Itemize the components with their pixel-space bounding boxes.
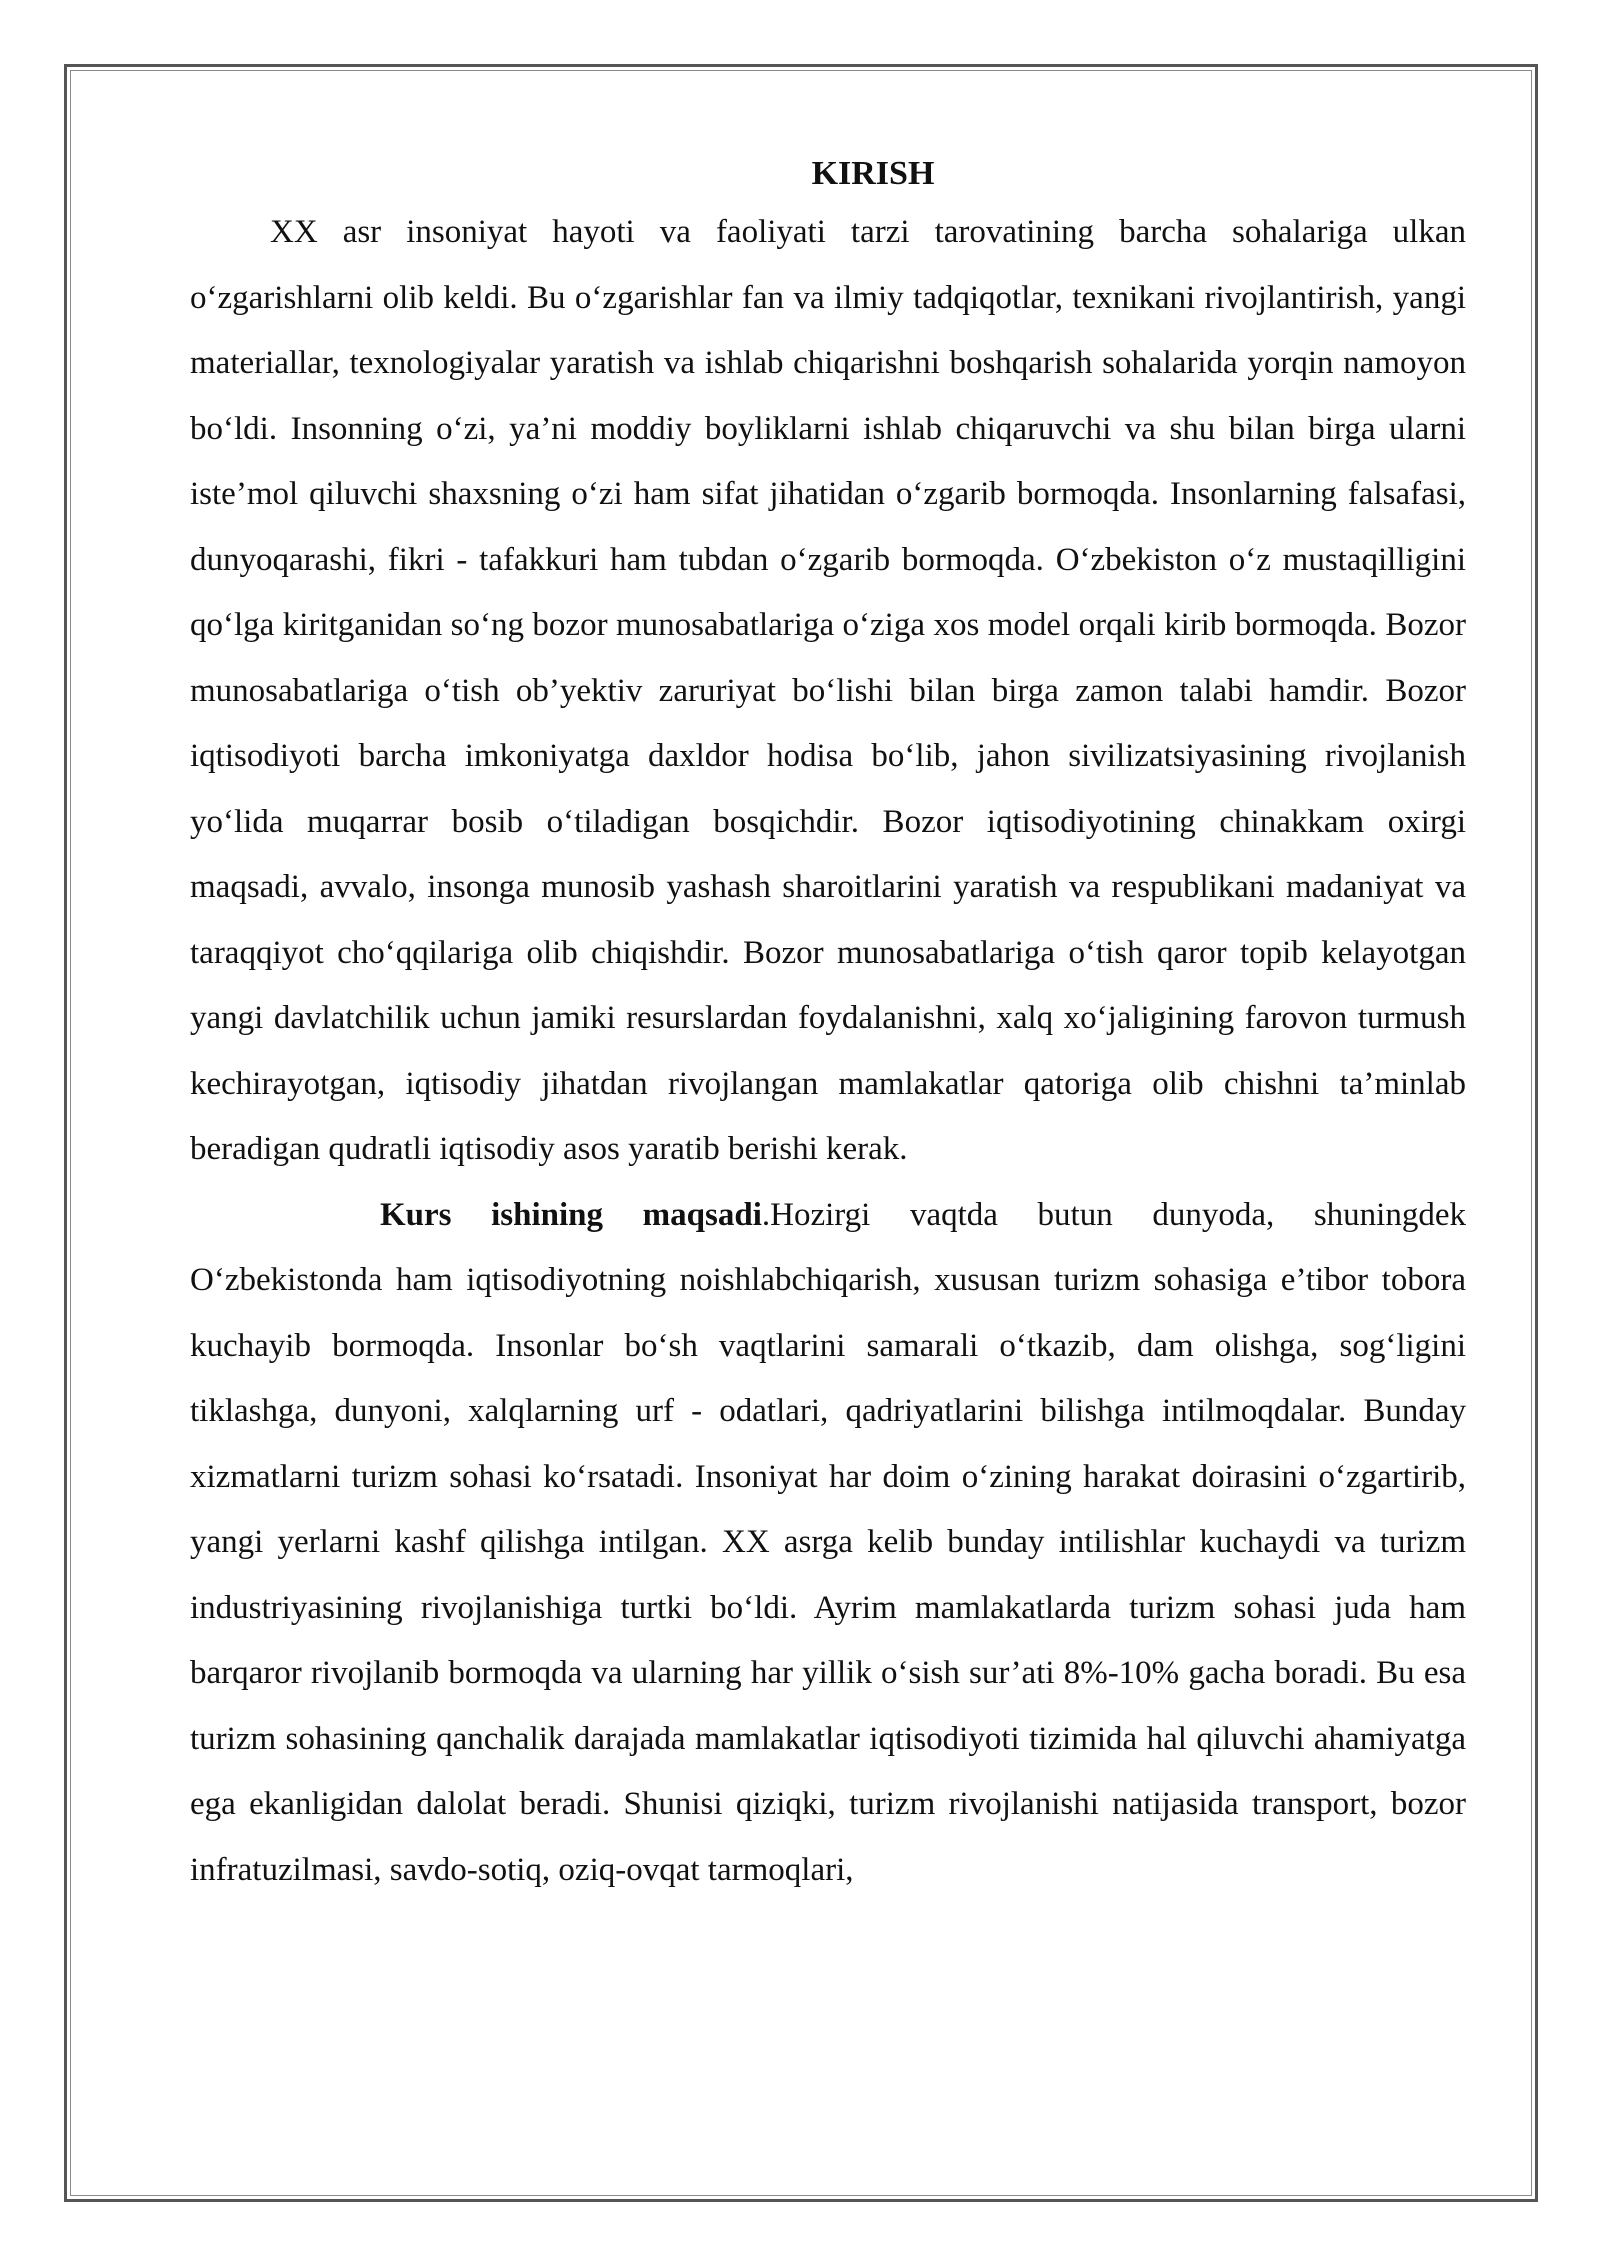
goal-paragraph-lead: Kurs ishining maqsadi [380,1196,762,1233]
document-body [190,148,1466,1903]
section-title: KIRISH [811,155,935,192]
goal-paragraph-body: .Hozirgi vaqtda butun dunyoda, shuningdek O‘zbekistonda ham iqtisodiyotning noishlabchiqarish, xususan turizm sohasiga e’tibor tobora kuchayib bormoqda. Insonlar bo‘sh vaqtlarini samarali o‘tkazib, dam olishga, sog‘ligini tiklashga, dunyoni, xalqlarning urf - odatlari, qadriyatlarini bilishga intilmoqdalar. Bunday xizmatlarni turizm sohasi ko‘rsatadi. Insoniyat har doim o‘zining harakat doirasini o‘zgartirib, yangi yerlarni kashf qilishga intilgan. XX asrga kelib bunday intilishlar kuchaydi va turizm industriyasining rivojlanishiga turtki bo‘ldi. Ayrim mamlakatlarda turizm sohasi juda ham barqaror rivojlanib bormoqda va ularning har yillik o‘sish sur’ati 8%-10% gacha boradi. Bu esa turizm sohasining qanchalik darajada mamlakatlar iqtisodiyoti tizimida hal qiluvchi ahamiyatga ega ekanligidan dalolat beradi. Shunisi qiziqki, turizm rivojlanishi natijasida transport, bozor infratuzilmasi, savdo-sotiq, oziq-ovqat tarmoqlari, [190,1196,1466,1888]
goal-paragraph [190,1183,1466,1904]
intro-paragraph: XX asr insoniyat hayoti va faoliyati tarzi tarovatining barcha sohalariga ulkan o‘zgarishlarni olib keldi. Bu o‘zgarishlar fan va ilmiy tadqiqotlar, texnikani rivojlantirish, yangi materiallar, texnologiyalar yaratish va ishlab chiqarishni boshqarish sohalarida yorqin namoyon bo‘ldi. Insonning o‘zi, ya’ni moddiy boyliklarni ishlab chiqaruvchi va shu bilan birga ularni iste’mol qiluvchi shaxsning o‘zi ham sifat jihatidan o‘zgarib bormoqda. Insonlarning falsafasi, dunyoqarashi, fikri - tafakkuri ham tubdan o‘zgarib bormoqda. O‘zbekiston o‘z mustaqilligini qo‘lga kiritganidan so‘ng bozor munosabatlariga o‘ziga xos model orqali kirib bormoqda. Bozor munosabatlariga o‘tish ob’yektiv zaruriyat bo‘lishi bilan birga zamon talabi hamdir. Bozor iqtisodiyoti barcha imkoniyatga daxldor hodisa bo‘lib, jahon sivilizatsiyasining rivojlanish yo‘lida muqarrar bosib o‘tiladigan bosqichdir. Bozor iqtisodiyotining chinakkam oxirgi maqsadi, avvalo, insonga munosib yashash sharoitlarini yaratish va respublikani madaniyat va taraqqiyot cho‘qqilariga olib chiqishdir. Bozor munosabatlariga o‘tish qaror topib kelayotgan yangi davlatchilik uchun jamiki resurslardan foydalanishni, xalq xo‘jaligining farovon turmush kechirayotgan, iqtisodiy jihatdan rivojlangan mamlakatlar qatoriga olib chishni ta’minlab beradigan qudratli iqtisodiy asos yaratib berishi kerak. [190,214,1466,1167]
